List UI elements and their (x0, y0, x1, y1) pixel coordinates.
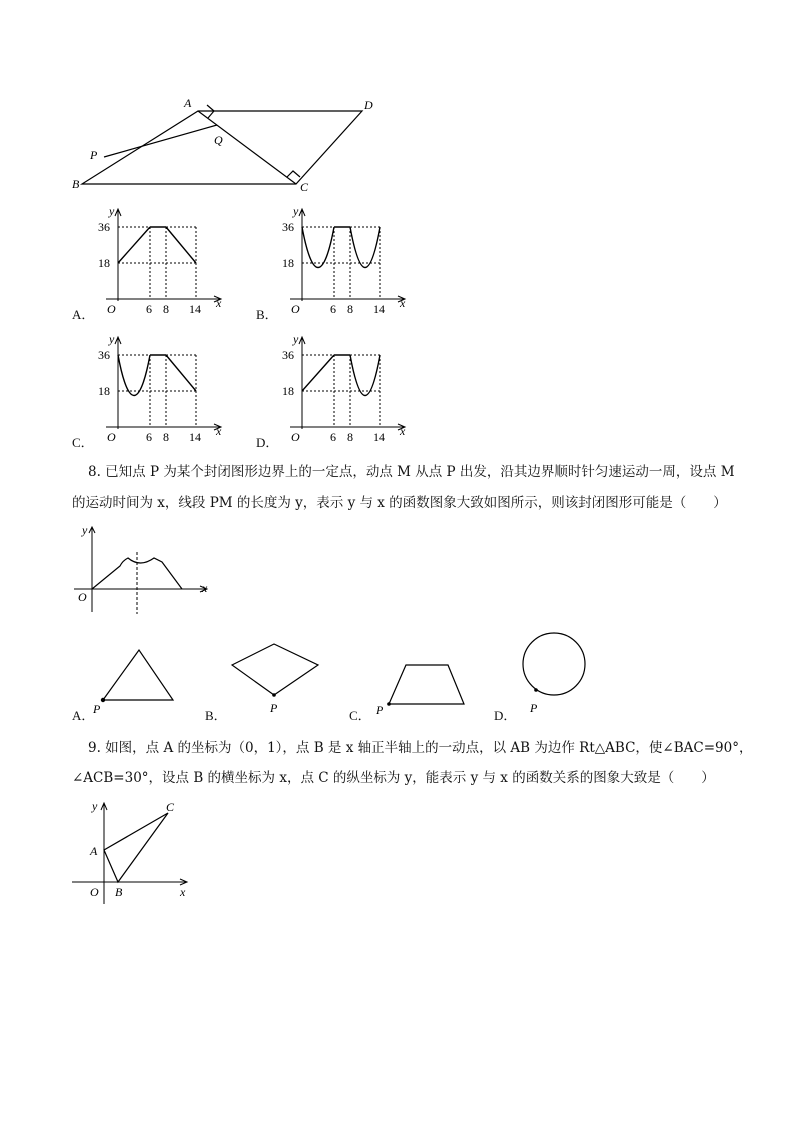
q8-trapezoid[interactable] (372, 656, 472, 721)
x-tick-8: 8 (163, 430, 169, 444)
q9-figure (70, 798, 200, 908)
q9-label-C: C (166, 800, 175, 814)
origin-label: O (107, 302, 116, 316)
x-tick-14: 14 (373, 430, 385, 444)
q8-option-d-label[interactable]: D． (494, 708, 517, 723)
y-tick-36: 36 (282, 220, 294, 234)
q8-option-b-label[interactable]: B． (205, 708, 227, 723)
option-label-b[interactable]: B． (256, 307, 278, 322)
option-graph-a[interactable] (70, 202, 230, 316)
y-tick-36: 36 (98, 220, 110, 234)
x-tick-14: 14 (189, 302, 201, 316)
q8-line2: 的运动时间为 x，线段 PM 的长度为 y，表示 y 与 x 的函数图象大致如图所示，则该封闭图形可能是（ ） (72, 495, 727, 511)
x-axis-label: x (216, 424, 222, 438)
x-tick-6: 6 (330, 430, 336, 444)
q8-triangle[interactable] (95, 645, 185, 720)
y-tick-18: 18 (98, 256, 110, 270)
q9-line1: 9. 如图，点 A 的坐标为（0，1），点 B 是 x 轴正半轴上的一动点，以 AB 为边作 Rt△ABC，使∠BAC=90°， (88, 740, 753, 756)
q8-option-a-label[interactable]: A． (72, 708, 95, 723)
y-tick-18: 18 (282, 384, 294, 398)
x-tick-6: 6 (330, 302, 336, 316)
q9-line2: ∠ACB=30°，设点 B 的横坐标为 x，点 C 的纵坐标为 y，能表示 y 与 x 的函数关系的图象大致是（ ） (72, 770, 715, 786)
q8-circle[interactable] (516, 630, 596, 720)
x-axis-label: x (400, 424, 406, 438)
x-tick-8: 8 (347, 430, 353, 444)
function-curve (302, 355, 380, 396)
q8-option-c-label[interactable]: C． (349, 708, 371, 723)
x-tick-8: 8 (163, 302, 169, 316)
q8-b-point: P (270, 701, 278, 715)
label-B: B (72, 177, 80, 191)
option-graph-b[interactable] (254, 202, 414, 316)
x-tick-8: 8 (347, 302, 353, 316)
q9-y-label: y (92, 799, 98, 813)
label-D: D (364, 98, 373, 112)
y-tick-18: 18 (282, 256, 294, 270)
q8-d-point: P (530, 701, 538, 715)
y-tick-18: 18 (98, 384, 110, 398)
q8-line1: 8. 已知点 P 为某个封闭图形边界上的一定点，动点 M 从点 P 出发，沿其边界顺时针匀速运动一周，设点 M (88, 464, 735, 480)
origin-label: O (291, 430, 300, 444)
function-curve (118, 227, 196, 263)
option-label-c[interactable]: C． (72, 435, 94, 450)
label-P: P (90, 148, 98, 162)
function-curve (302, 227, 380, 268)
q8-graph (70, 522, 220, 617)
q8-x-label: x (202, 581, 208, 595)
q8-a-point: P (93, 702, 101, 716)
origin-label: O (291, 302, 300, 316)
option-graph-d[interactable] (254, 330, 414, 444)
q9-label-B: B (115, 885, 123, 899)
q9-origin: O (90, 885, 99, 899)
y-tick-36: 36 (282, 348, 294, 362)
x-tick-14: 14 (189, 430, 201, 444)
label-Q: Q (214, 133, 223, 147)
label-C: C (300, 180, 309, 194)
q8-rhombus[interactable] (228, 640, 324, 720)
q8-y-label: y (82, 523, 88, 537)
x-axis-label: x (400, 296, 406, 310)
x-axis-label: x (216, 296, 222, 310)
option-label-d[interactable]: D． (256, 435, 279, 450)
function-curve (118, 355, 196, 396)
option-label-a[interactable]: A． (72, 307, 95, 322)
y-axis-label: y (293, 332, 299, 346)
x-tick-6: 6 (146, 430, 152, 444)
y-axis-label: y (293, 204, 299, 218)
x-tick-14: 14 (373, 302, 385, 316)
q8-origin: O (78, 590, 87, 604)
option-graph-c[interactable] (70, 330, 230, 444)
q9-label-A: A (90, 844, 98, 858)
origin-label: O (107, 430, 116, 444)
label-A: A (184, 96, 192, 110)
q8-c-point: P (376, 703, 384, 717)
y-axis-label: y (109, 204, 115, 218)
y-axis-label: y (109, 332, 115, 346)
q9-x-label: x (180, 885, 186, 899)
parallelogram-figure (60, 95, 373, 195)
y-tick-36: 36 (98, 348, 110, 362)
x-tick-6: 6 (146, 302, 152, 316)
